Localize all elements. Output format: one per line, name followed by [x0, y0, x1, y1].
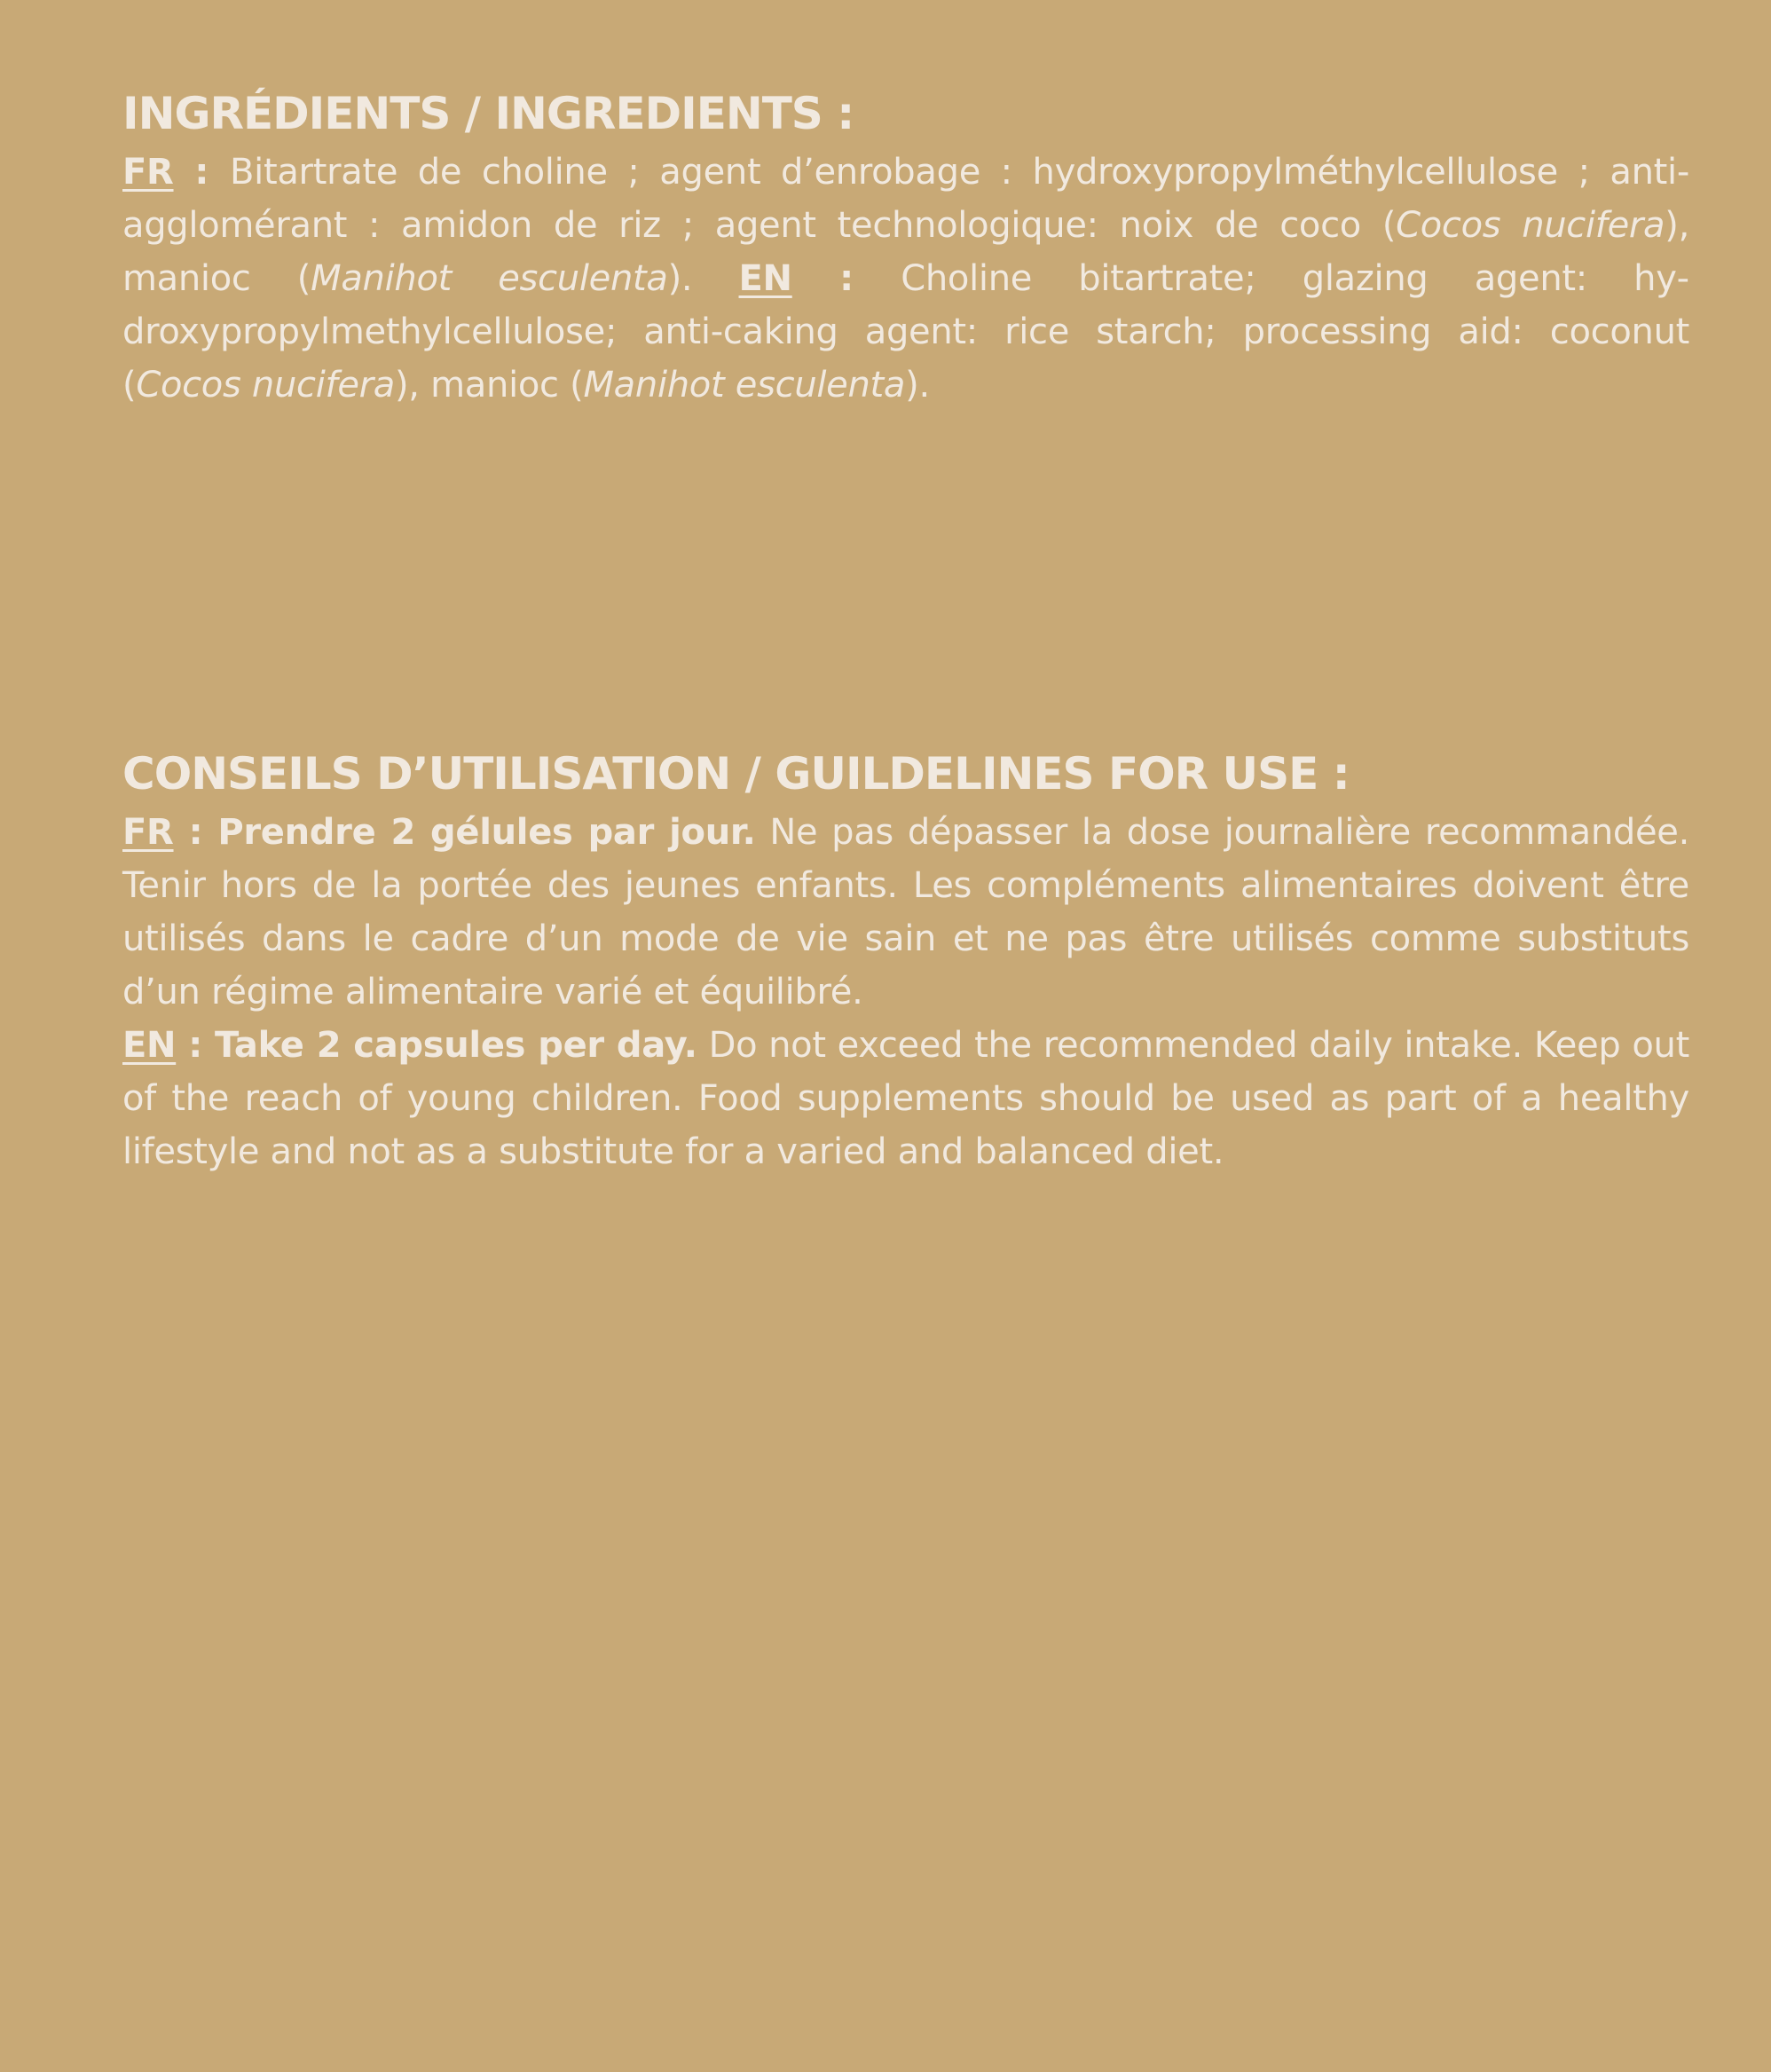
- ingredients-fr-text-3: ).: [667, 258, 739, 299]
- usage-en-body: Do not exceed the recommended daily intake. Keep out of the reach of young children. Food supplements should be used as part of a healthy lifestyle and not as a substitute for a varied and balanced diet.: [122, 1025, 1689, 1172]
- usage-heading: CONSEILS D’UTILISATION / GUILDELINES FOR USE :: [122, 748, 1350, 800]
- latin-name: Cocos nucifera: [1396, 205, 1665, 246]
- usage-section: [122, 742, 1689, 1178]
- latin-name: Manihot esculenta: [583, 365, 906, 406]
- usage-en-text: [122, 1019, 1689, 1178]
- lang-label-fr: FR: [122, 812, 174, 853]
- ingredients-en-text-3: ).: [905, 365, 930, 406]
- usage-fr-body: Ne pas dépasser la dose journalière recommandée. Tenir hors de la portée des jeunes enfants. Les compléments alimentaires doivent être utilisés dans le cadre d’un mode de vie sain et ne pas être utilisés comme substituts d’un régime alimentaire varié et équilibré.: [122, 812, 1689, 1012]
- lang-label-en: EN: [738, 258, 792, 299]
- ingredients-heading: INGRÉDIENTS / INGREDIENTS :: [122, 88, 854, 139]
- lang-separator: :: [791, 258, 901, 299]
- ingredients-section: [122, 82, 1689, 412]
- ingredients-fr-text-1: Bitartrate de choline ; agent d’enrobage : hydroxypropylméthylcellulose ; anti-agglomérant : amidon de riz ; agent technologique: noix de coco (: [122, 152, 1690, 246]
- ingredients-en-text-1: Choline bitartrate; glazing agent: hydroxypropylmethylcellulose; anti-caking agent: rice starch; processing aid: coconut (: [122, 258, 1690, 406]
- latin-name: Cocos nucifera: [136, 365, 395, 406]
- dosage-fr: Prendre 2 gélules par jour.: [217, 812, 756, 853]
- lang-label-en: EN: [122, 1025, 177, 1066]
- latin-name: Manihot esculenta: [311, 258, 668, 299]
- dosage-en: Take 2 capsules per day.: [215, 1025, 697, 1066]
- ingredients-text: [122, 146, 1689, 412]
- lang-separator: :: [173, 812, 218, 853]
- lang-separator: :: [173, 152, 230, 193]
- ingredients-fr-text-2: ), manioc (: [122, 205, 1689, 299]
- usage-fr-text: [122, 806, 1689, 1019]
- ingredients-en-text-2: ), manioc (: [395, 365, 584, 406]
- lang-separator: :: [176, 1025, 216, 1066]
- lang-label-fr: FR: [122, 152, 174, 193]
